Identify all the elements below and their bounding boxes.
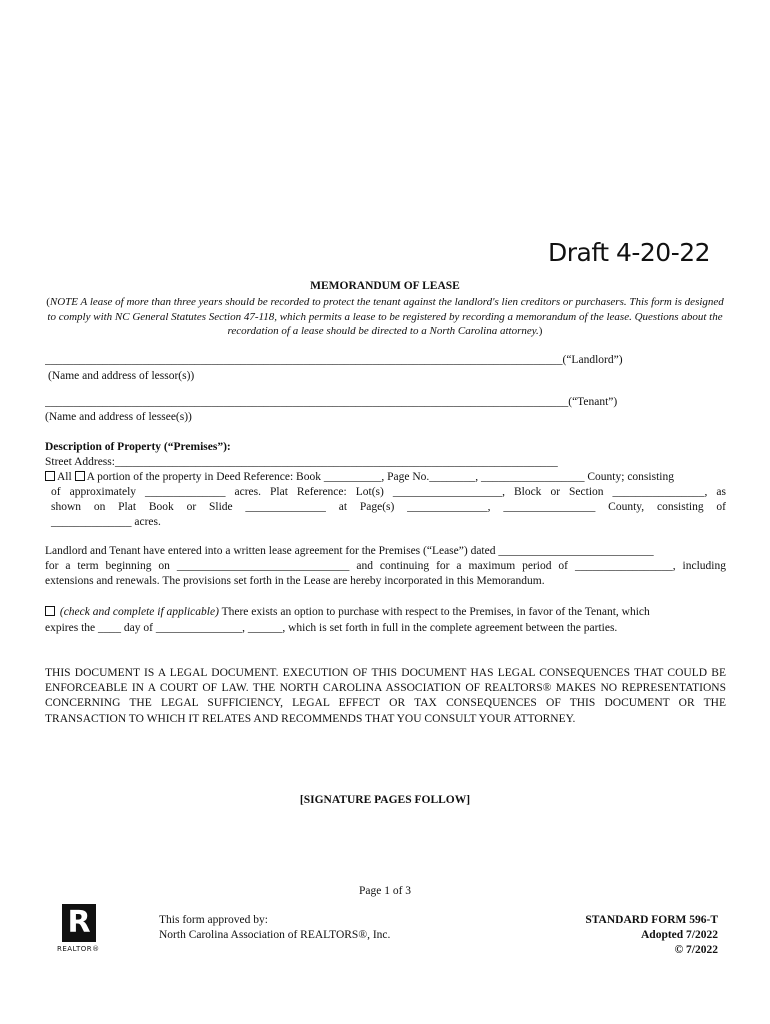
landlord-caption: (Name and address of lessor(s))	[48, 370, 195, 382]
form-id: STANDARD FORM 596-T	[585, 914, 718, 926]
property-line-2: of approximately ______________ acres. Plat Reference: Lot(s) ___________________, Block or Section ________________, as	[51, 486, 726, 498]
option-line-2: expires the ____ day of _______________, ______, which is set forth in full in the complete agreement between the parties.	[45, 622, 618, 634]
realtor-logo	[57, 904, 107, 956]
lease-note	[45, 295, 725, 339]
property-heading: Description of Property (“Premises”):	[45, 441, 231, 453]
adopted-date: Adopted 7/2022	[641, 929, 718, 941]
option-checkbox[interactable]	[45, 606, 55, 616]
approved-by-line-2: North Carolina Association of REALTORS®, Inc.	[159, 929, 391, 941]
tenant-line	[45, 395, 725, 410]
property-line-3: shown on Plat Book or Slide ______________ at Page(s) ______________, ________________ County, consisting of	[51, 501, 726, 513]
document-title: MEMORANDUM OF LEASE	[310, 280, 460, 292]
tenant-caption: (Name and address of lessee(s))	[45, 411, 192, 423]
property-line-4: ______________ acres.	[51, 516, 161, 528]
option-italic: (check and complete if applicable)	[59, 606, 219, 618]
portion-checkbox[interactable]	[75, 471, 85, 481]
legal-notice: THIS DOCUMENT IS A LEGAL DOCUMENT. EXECUTION OF THIS DOCUMENT HAS LEGAL CONSEQUENCES THAT COULD BE ENFORCEABLE IN A COURT OF LAW. THE NORTH CAROLINA ASSOCIATION OF REALTORS® MAKES NO REPRESENTATIONS CONCERNING THE LEGAL SUFFICIENCY, LEGAL EFFECT OR TAX CONSEQUENCES OF THIS DOCUMENT OR THE TRANSACTION TO WHICH IT RELATES AND RECOMMENDS THAT YOU CONSULT YOUR ATTORNEY.	[45, 667, 726, 725]
copyright: © 7/2022	[674, 944, 718, 956]
tenant-label: (“Tenant”)	[568, 396, 618, 408]
all-checkbox[interactable]	[45, 471, 55, 481]
option-line-1	[45, 605, 726, 620]
signature-pages-follow: [SIGNATURE PAGES FOLLOW]	[299, 794, 471, 806]
realtor-logo-text: REALTOR®	[57, 945, 100, 953]
landlord-label: (“Landlord”)	[562, 354, 623, 366]
approved-by-line-1: This form approved by:	[159, 914, 268, 926]
portion-text: A portion of the property in Deed Reference: Book __________, Page No.________, __________________ County; consisting	[86, 471, 674, 483]
lease-line-2: for a term beginning on ______________________________ and continuing for a maximum period of _________________, including	[45, 560, 726, 572]
note-open-paren: (	[46, 296, 50, 308]
all-label: All	[57, 471, 72, 483]
property-portion-line	[45, 470, 726, 485]
lease-line-3: extensions and renewals. The provisions set forth in the Lease are hereby incorporated in this Memorandum.	[45, 575, 545, 587]
draft-label: Draft 4-20-22	[548, 238, 711, 267]
lease-line-1: Landlord and Tenant have entered into a written lease agreement for the Premises (“Lease”) dated ___________________________	[45, 545, 654, 557]
street-address-line: Street Address:_____________________________________________________________________________	[45, 456, 558, 468]
option-line-1-text: There exists an option to purchase with respect to the Premises, in favor of the Tenant, which	[221, 606, 650, 618]
note-text: NOTE A lease of more than three years should be recorded to protect the tenant against the landlord's lien creditors or purchasers. This form is designed to comply with NC General Statutes Section 47-118, which permits a lease to be registered by recording a memorandum of the lease. Questions about the recordation of a lease should be directed to a North Carolina attorney.	[47, 296, 724, 338]
tenant-blank: ___________________________________________________________________________________________	[45, 396, 569, 408]
page-number: Page 1 of 3	[358, 885, 412, 897]
landlord-line	[45, 353, 725, 368]
realtor-logo-mark: R	[62, 904, 96, 942]
landlord-blank: __________________________________________________________________________________________	[45, 354, 563, 366]
note-close-paren: )	[538, 325, 543, 338]
